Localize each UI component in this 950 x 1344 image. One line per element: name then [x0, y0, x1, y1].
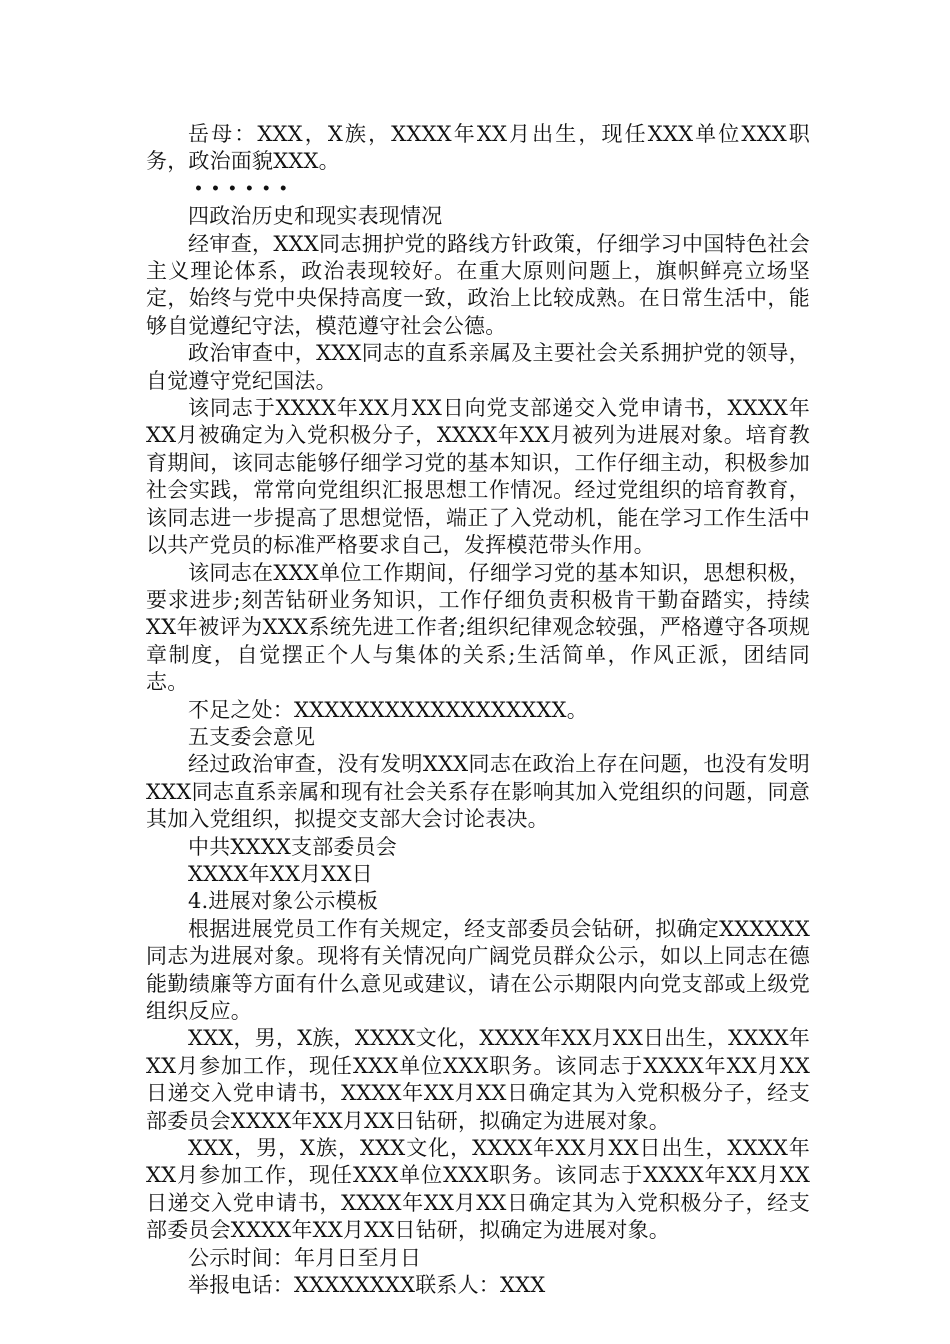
paragraph-candidate-2: XXX，男，X族，XXX文化，XXXX年XX月XX日出生，XXXX年XX月参加工作，现任XXX单位XXX职务。该同志于XXXX年XX月XX日递交入党申请书，XXXX年XX月XX日确定其为入党积极分子，经支部委员会XXXX年XX月XX日钻研，拟确定为进展对象。	[146, 1136, 810, 1243]
section-heading-publicity-template: 4.进展对象公示模板	[188, 889, 379, 914]
section-heading-committee-opinion: 五支委会意见	[188, 724, 316, 749]
paragraph-candidate-1: XXX，男，X族，XXXX文化，XXXX年XX月XX日出生，XXXX年XX月参加工作，现任XXX单位XXX职务。该同志于XXXX年XX月XX日递交入党申请书，XXXX年XX月XX日确定其为入党积极分子，经支部委员会XXXX年XX月XX日钻研，拟确定为进展对象。	[146, 1026, 810, 1133]
paragraph-report-contact: 举报电话：XXXXXXXX联系人：XXX	[188, 1273, 546, 1298]
paragraph-publicity-period: 公示时间：年月日至月日	[188, 1245, 422, 1270]
ellipsis-dots: ••••••	[194, 180, 296, 197]
paragraph-committee-conclusion: 经过政治审查，没有发明XXX同志在政治上存在问题，也没有发明XXX同志直系亲属和现有社会关系存在影响其加入党组织的问题，同意其加入党组织，拟提交支部大会讨论表决。	[146, 752, 810, 832]
paragraph-political-review: 政治审查中，XXX同志的直系亲属及主要社会关系拥护党的领导，自觉遵守党纪国法。	[146, 341, 810, 393]
signature-committee: 中共XXXX支部委员会	[188, 834, 398, 859]
paragraph-publicity-intro: 根据进展党员工作有关规定，经支部委员会钻研，拟确定XXXXXX同志为进展对象。现将有关情况向广阔党员群众公示，如以上同志在德能勤绩廉等方面有什么意见或建议，请在公示期限内向党支部或上级党组织反应。	[146, 916, 810, 1023]
paragraph-shortcomings: 不足之处：XXXXXXXXXXXXXXXXXX。	[188, 697, 588, 722]
paragraph-application-history: 该同志于XXXX年XX月XX日向党支部递交入党申请书，XXXX年XX月被确定为入党积极分子，XXXX年XX月被列为进展对象。培育教育期间，该同志能够仔细学习党的基本知识，工作仔细主动，积极参加社会实践，常常向党组织汇报思想工作情况。经过党组织的培育教育，该同志进一步提高了思想觉悟，端正了入党动机，能在学习工作生活中以共产党员的标准严格要求自己，发挥模范带头作用。	[146, 396, 810, 558]
section-heading-political-history: 四政治历史和现实表现情况	[188, 204, 443, 229]
document-body	[146, 121, 810, 1299]
paragraph-work-performance: 该同志在XXX单位工作期间，仔细学习党的基本知识，思想积极，要求进步;刻苦钻研业务知识，工作仔细负责积极肯干勤奋踏实，持续XX年被评为XXX系统先进工作者;组织纪律观念较强，严格遵守各项规章制度，自觉摆正个人与集体的关系;生活简单，作风正派，团结同志。	[146, 560, 810, 695]
paragraph-mother-in-law: 岳母：XXX，X族，XXXX年XX月出生，现任XXX单位XXX职务，政治面貌XXX。	[146, 122, 810, 174]
signature-date: XXXX年XX月XX日	[188, 861, 373, 886]
paragraph-review: 经审查，XXX同志拥护党的路线方针政策，仔细学习中国特色社会主义理论体系，政治表现较好。在重大原则问题上，旗帜鲜亮立场坚定，始终与党中央保持高度一致，政治上比较成熟。在日常生活中，能够自觉遵纪守法，模范遵守社会公德。	[146, 231, 810, 338]
